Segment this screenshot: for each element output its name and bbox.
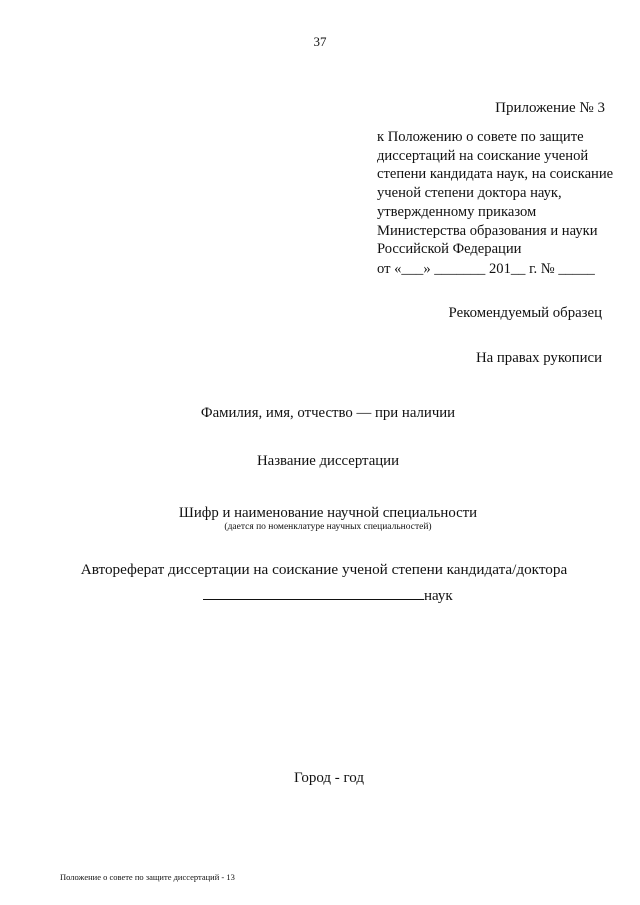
footer-note: Положение о совете по защите диссертаций - 13 bbox=[60, 872, 235, 882]
appendix-line: утвержденному приказом bbox=[377, 203, 537, 220]
appendix-reference bbox=[377, 128, 613, 259]
city-year-placeholder: Город - год bbox=[293, 770, 365, 786]
appendix-title: Приложение № 3 bbox=[495, 100, 605, 116]
author-name-placeholder: Фамилия, имя, отчество — при наличии bbox=[200, 405, 456, 421]
appendix-line: к Положению о совете по защите bbox=[377, 129, 584, 145]
science-suffix: наук bbox=[424, 588, 453, 604]
recommended-sample-label: Рекомендуемый образец bbox=[448, 305, 602, 321]
science-field-line bbox=[203, 586, 453, 605]
order-date-line: от «___» _______ 201__ г. № _____ bbox=[377, 261, 595, 277]
dissertation-title-placeholder: Название диссертации bbox=[256, 453, 400, 469]
abstract-description: Автореферат диссертации на соискание ученой степени кандидата/доктора bbox=[80, 561, 568, 578]
appendix-line: степени кандидата наук, на соискание bbox=[377, 166, 614, 183]
appendix-line: Министерства образования и науки bbox=[377, 222, 598, 239]
page-number: 37 bbox=[313, 34, 327, 49]
appendix-line: диссертаций на соискание ученой bbox=[377, 147, 589, 164]
appendix-line: ученой степени доктора наук, bbox=[377, 185, 562, 202]
specialty-note: (дается по номенклатуре научных специальностей) bbox=[224, 522, 432, 532]
appendix-line: Российской Федерации bbox=[377, 241, 522, 258]
specialty-placeholder: Шифр и наименование научной специальности bbox=[178, 505, 478, 521]
manuscript-rights-label: На правах рукописи bbox=[475, 350, 602, 366]
science-field-blank bbox=[203, 586, 424, 600]
